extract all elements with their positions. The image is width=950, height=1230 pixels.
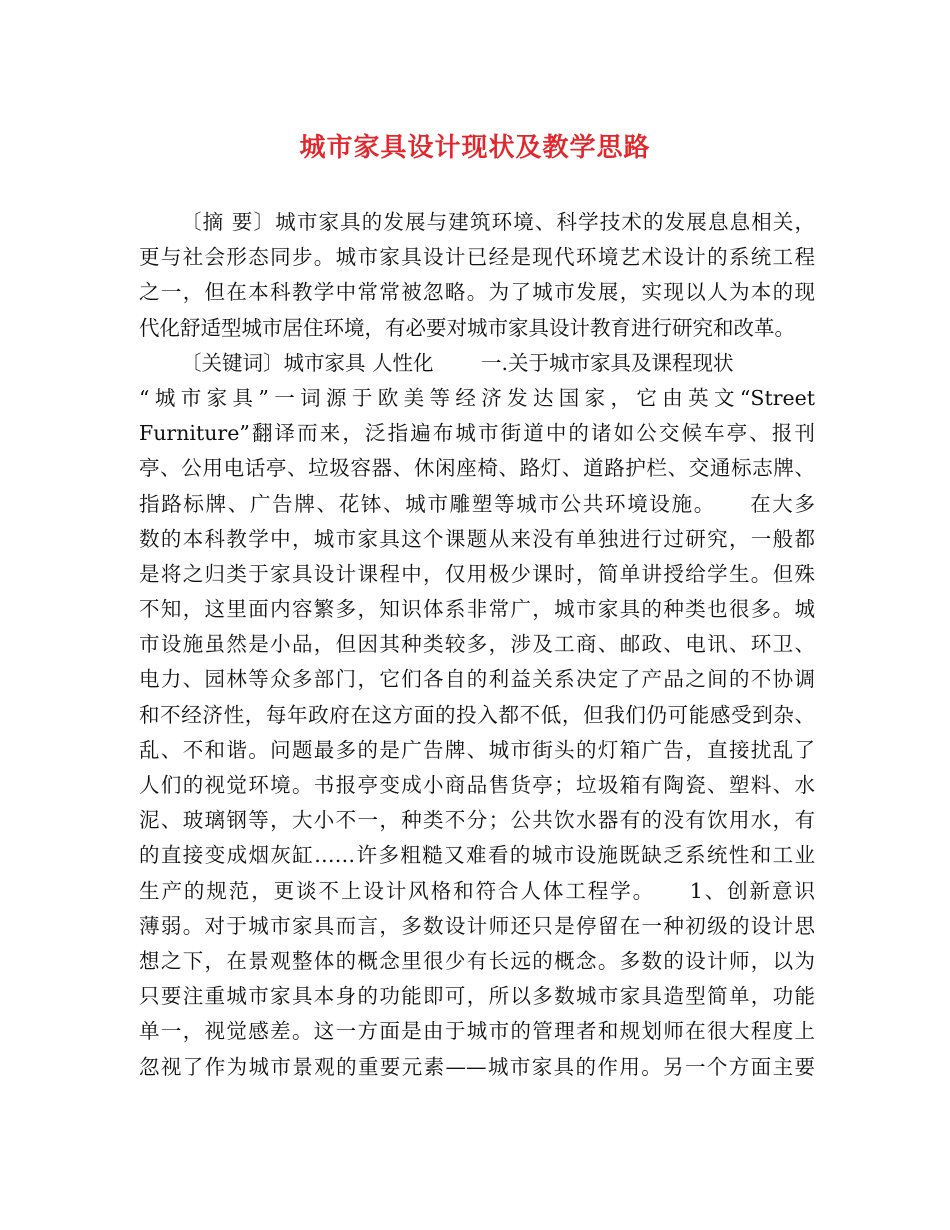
- text-line: “城市家具”一词源于欧美等经济发达国家，它由英文“Street: [139, 385, 815, 410]
- text-line: 薄弱。对于城市家具而言，多数设计师还只是停留在一种初级的设计思: [139, 913, 815, 938]
- document-title: 城市家具设计现状及教学思路: [299, 133, 651, 163]
- text-line: 泥、玻璃钢等，大小不一，种类不分；公共饮水器有的没有饮用水，有: [139, 808, 815, 833]
- text-line: 市设施虽然是小品，但因其种类较多，涉及工商、邮政、电讯、环卫、: [139, 632, 815, 657]
- text-line: 是将之归类于家具设计课程中，仅用极少课时，简单讲授给学生。但殊: [139, 561, 815, 586]
- text-line: 和不经济性，每年政府在这方面的投入都不低，但我们仍可能感受到杂、: [139, 702, 815, 727]
- text-line: 忽视了作为城市景观的重要元素——城市家具的作用。另一个方面主要: [139, 1054, 815, 1079]
- text-line: 〔关键词〕城市家具 人性化 一.关于城市家具及课程现状: [181, 350, 734, 375]
- text-line: 不知，这里面内容繁多，知识体系非常广，城市家具的种类也很多。城: [139, 597, 815, 622]
- text-line: Furniture”翻译而来，泛指遍布城市街道中的诸如公交候车亭、报刊: [139, 421, 815, 446]
- text-line: 亭、公用电话亭、垃圾容器、休闲座椅、路灯、道路护栏、交通标志牌、: [139, 456, 815, 481]
- text-line: 的直接变成烟灰缸……许多粗糙又难看的城市设施既缺乏系统性和工业: [139, 843, 815, 868]
- text-line: 人们的视觉环境。书报亭变成小商品售货亭；垃圾箱有陶瓷、塑料、水: [139, 773, 815, 797]
- text-line: 指路标牌、广告牌、花钵、城市雕塑等城市公共环境设施。 在大多: [139, 491, 815, 516]
- text-line: 〔摘 要〕城市家具的发展与建筑环境、科学技术的发展息息相关，: [181, 210, 815, 234]
- text-line: 只要注重城市家具本身的功能即可，所以多数城市家具造型简单，功能: [139, 984, 815, 1009]
- text-line: 生产的规范，更谈不上设计风格和符合人体工程学。 1、创新意识: [139, 878, 815, 903]
- text-line: 数的本科教学中，城市家具这个课题从来没有单独进行过研究，一般都: [139, 526, 815, 551]
- text-line: 单一，视觉感差。这一方面是由于城市的管理者和规划师在很大程度上: [139, 1019, 815, 1044]
- text-line: 更与社会形态同步。城市家具设计已经是现代环境艺术设计的系统工程: [139, 245, 815, 270]
- text-line: 代化舒适型城市居住环境，有必要对城市家具设计教育进行研究和改革。: [139, 315, 795, 340]
- text-line: 乱、不和谐。问题最多的是广告牌、城市街头的灯箱广告，直接扰乱了: [139, 737, 815, 762]
- text-line: 电力、园林等众多部门，它们各自的利益关系决定了产品之间的不协调: [139, 667, 815, 692]
- body-text: [139, 205, 815, 1085]
- text-line: 想之下，在景观整体的概念里很少有长远的概念。多数的设计师，以为: [139, 948, 815, 973]
- text-line: 之一，但在本科教学中常常被忽略。为了城市发展，实现以人为本的现: [139, 280, 815, 305]
